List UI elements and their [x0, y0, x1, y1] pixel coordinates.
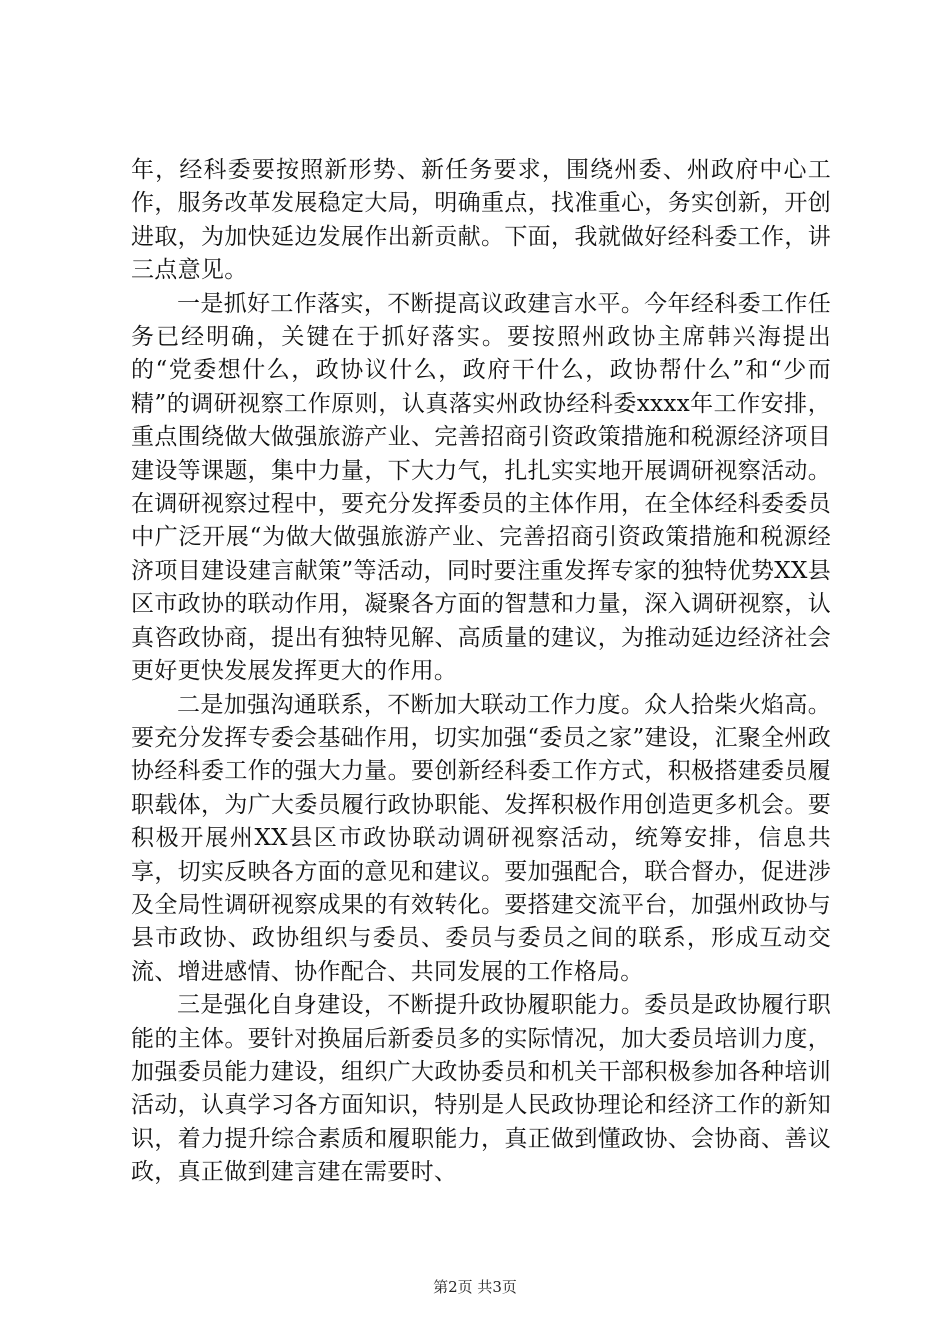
paragraph-point-two: 二是加强沟通联系，不断加大联动工作力度。众人拾柴火焰高。要充分发挥专委会基础作用，切实加强“委员之家”建设，汇聚全州政协经科委工作的强大力量。要创新经科委工作方式，积极搭建委员履职载体，为广大委员履行政协职能、发挥积极作用创造更多机会。要积极开展州XX县区市政协联动调研视察活动，统筹安排，信息共享，切实反映各方面的意见和建议。要加强配合，联合督办，促进涉及全局性调研视察成果的有效转化。要搭建交流平台，加强州政协与县市政协、政协组织与委员、委员与委员之间的联系，形成互动交流、增进感情、协作配合、共同发展的工作格局。	[131, 691, 831, 985]
paragraph-continuation: 年，经科委要按照新形势、新任务要求，围绕州委、州政府中心工作，服务改革发展稳定大局，明确重点，找准重心，务实创新，开创进取，为加快延边发展作出新贡献。下面，我就做好经科委工作，讲三点意见。	[131, 157, 831, 284]
document-body	[131, 154, 831, 1190]
paragraph-point-one: 一是抓好工作落实，不断提高议政建言水平。今年经科委工作任务已经明确，关键在于抓好落实。要按照州政协主席韩兴海提出的“党委想什么，政协议什么，政府干什么，政协帮什么”和“少而精”的调研视察工作原则，认真落实州政协经科委xxxx年工作安排，重点围绕做大做强旅游产业、完善招商引资政策措施和税源经济项目建设等课题，集中力量，下大力气，扎扎实实地开展调研视察活动。在调研视察过程中，要充分发挥委员的主体作用，在全体经科委委员中广泛开展“为做大做强旅游产业、完善招商引资政策措施和税源经济项目建设建言献策”等活动，同时要注重发挥专家的独特优势XX县区市政协的联动作用，凝聚各方面的智慧和力量，深入调研视察，认真咨政协商，提出有独特见解、高质量的建议，为推动延边经济社会更好更快发展发挥更大的作用。	[131, 290, 831, 685]
page-number-label: 第2页 共3页	[433, 1278, 517, 1296]
page-footer	[0, 1276, 950, 1297]
paragraph-point-three: 三是强化自身建设，不断提升政协履职能力。委员是政协履行职能的主体。要针对换届后新委员多的实际情况，加大委员培训力度，加强委员能力建设，组织广大政协委员和机关干部积极参加各种培训活动，认真学习各方面知识，特别是人民政协理论和经济工作的新知识，着力提升综合素质和履职能力，真正做到懂政协、会协商、善议政，真正做到建言建在需要时、	[131, 992, 831, 1186]
